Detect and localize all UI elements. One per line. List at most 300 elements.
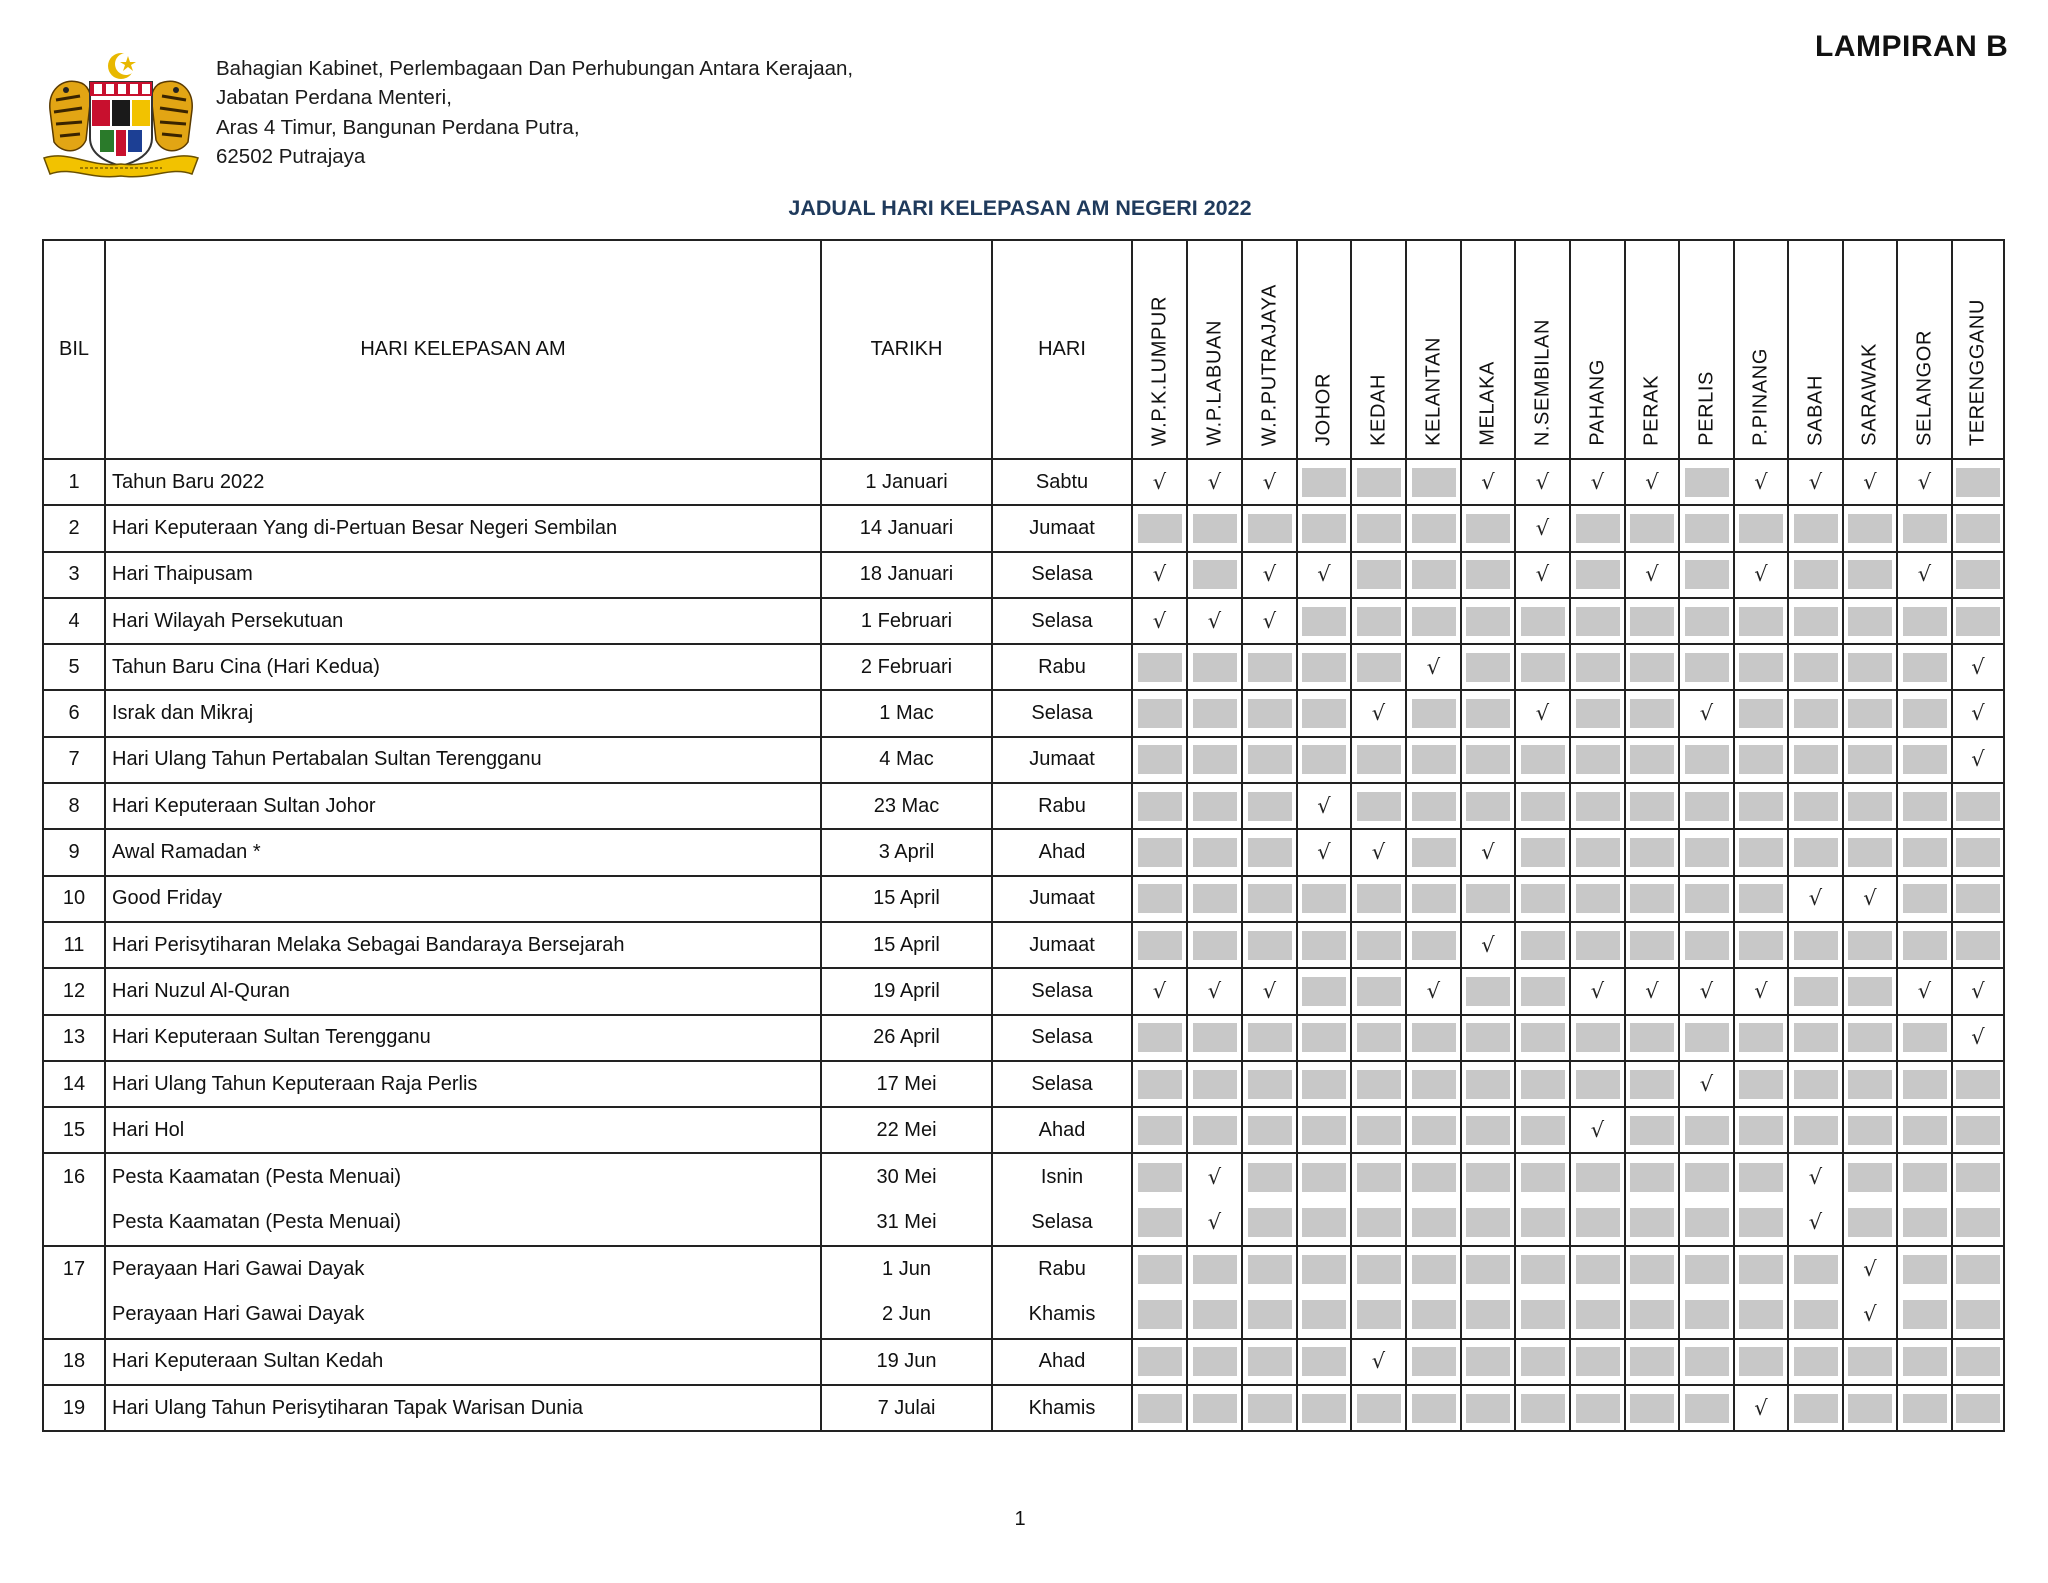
not-applicable-shade — [1630, 1163, 1674, 1192]
state-cell — [1515, 1339, 1570, 1385]
not-applicable-shade — [1576, 1255, 1620, 1284]
not-applicable-shade — [1739, 792, 1783, 821]
not-applicable-shade — [1521, 792, 1565, 821]
not-applicable-shade — [1903, 1163, 1947, 1192]
holiday-day: Selasa — [992, 968, 1132, 1014]
not-applicable-shade — [1630, 792, 1674, 821]
not-applicable-shade — [1521, 838, 1565, 867]
state-cell — [1242, 1061, 1297, 1107]
state-cell — [1132, 968, 1187, 1014]
state-cell — [1788, 1246, 1843, 1292]
row-bil: 1 — [43, 459, 105, 505]
state-cell — [1351, 783, 1406, 829]
state-cell — [1897, 1385, 1952, 1431]
not-applicable-shade — [1248, 931, 1292, 960]
state-cell — [1570, 737, 1625, 783]
table-row — [43, 1292, 2004, 1338]
state-cell — [1187, 968, 1242, 1014]
not-applicable-shade — [1302, 514, 1346, 543]
page-number: 1 — [1014, 1508, 1026, 1530]
not-applicable-shade — [1576, 699, 1620, 728]
state-cell — [1406, 552, 1461, 598]
state-cell — [1406, 690, 1461, 736]
state-cell — [1515, 505, 1570, 551]
state-cell — [1242, 968, 1297, 1014]
not-applicable-shade — [1794, 1394, 1838, 1423]
not-applicable-shade — [1412, 1163, 1456, 1192]
state-cell — [1406, 1153, 1461, 1199]
state-cell — [1461, 552, 1515, 598]
not-applicable-shade — [1739, 1116, 1783, 1145]
not-applicable-shade — [1248, 884, 1292, 913]
state-cell — [1242, 737, 1297, 783]
address-line: Bahagian Kabinet, Perlembagaan Dan Perhubungan Antara Kerajaan, — [216, 57, 854, 80]
holiday-name: Hari Nuzul Al-Quran — [105, 968, 821, 1014]
state-cell — [1625, 598, 1679, 644]
not-applicable-shade — [1521, 1255, 1565, 1284]
check-mark-icon: √ — [1262, 469, 1277, 494]
not-applicable-shade — [1412, 607, 1456, 636]
state-cell — [1897, 598, 1952, 644]
not-applicable-shade — [1357, 792, 1401, 821]
state-cell — [1734, 968, 1788, 1014]
row-bil: 9 — [43, 829, 105, 875]
not-applicable-shade — [1138, 1394, 1182, 1423]
not-applicable-shade — [1412, 931, 1456, 960]
not-applicable-shade — [1138, 514, 1182, 543]
column-header-name: HARI KELEPASAN AM — [105, 240, 821, 459]
not-applicable-shade — [1357, 1023, 1401, 1052]
not-applicable-shade — [1630, 1394, 1674, 1423]
state-cell — [1515, 1385, 1570, 1431]
not-applicable-shade — [1193, 1023, 1237, 1052]
state-cell — [1297, 459, 1351, 505]
table-row — [43, 968, 2004, 1014]
not-applicable-shade — [1739, 838, 1783, 867]
not-applicable-shade — [1848, 792, 1892, 821]
not-applicable-shade — [1848, 514, 1892, 543]
not-applicable-shade — [1193, 838, 1237, 867]
not-applicable-shade — [1903, 1394, 1947, 1423]
coat-of-arms-logo — [40, 50, 202, 180]
not-applicable-shade — [1412, 1300, 1456, 1329]
state-cell — [1679, 1061, 1734, 1107]
not-applicable-shade — [1466, 1023, 1510, 1052]
not-applicable-shade — [1248, 653, 1292, 682]
state-cell — [1952, 598, 2004, 644]
not-applicable-shade — [1956, 1163, 2000, 1192]
state-cell — [1515, 1107, 1570, 1153]
state-cell — [1132, 1339, 1187, 1385]
not-applicable-shade — [1138, 1255, 1182, 1284]
state-cell — [1679, 459, 1734, 505]
not-applicable-shade — [1466, 1116, 1510, 1145]
state-cell — [1187, 1200, 1242, 1246]
state-cell — [1187, 1061, 1242, 1107]
holiday-name: Pesta Kaamatan (Pesta Menuai) — [105, 1200, 821, 1246]
not-applicable-shade — [1903, 931, 1947, 960]
row-bil: 14 — [43, 1061, 105, 1107]
state-cell — [1625, 1153, 1679, 1199]
not-applicable-shade — [1576, 1347, 1620, 1376]
state-cell — [1952, 1015, 2004, 1061]
not-applicable-shade — [1302, 931, 1346, 960]
not-applicable-shade — [1466, 560, 1510, 589]
state-cell — [1897, 1061, 1952, 1107]
state-cell — [1897, 459, 1952, 505]
holiday-date: 4 Mac — [821, 737, 992, 783]
holiday-date: 23 Mac — [821, 783, 992, 829]
state-cell — [1570, 922, 1625, 968]
state-cell — [1843, 876, 1897, 922]
not-applicable-shade — [1412, 745, 1456, 774]
not-applicable-shade — [1685, 607, 1729, 636]
check-mark-icon: √ — [1152, 469, 1167, 494]
not-applicable-shade — [1193, 1300, 1237, 1329]
holiday-date: 1 Jun — [821, 1246, 992, 1292]
table-row — [43, 1200, 2004, 1246]
state-cell — [1297, 1107, 1351, 1153]
check-mark-icon: √ — [1317, 840, 1331, 865]
column-header-state — [1788, 240, 1843, 459]
holiday-date: 17 Mei — [821, 1061, 992, 1107]
state-cell — [1843, 552, 1897, 598]
check-mark-icon: √ — [1971, 747, 1985, 772]
check-mark-icon: √ — [1207, 978, 1222, 1003]
state-cell — [1297, 968, 1351, 1014]
holiday-name: Perayaan Hari Gawai Dayak — [105, 1246, 821, 1292]
check-mark-icon: √ — [1645, 978, 1659, 1003]
not-applicable-shade — [1412, 1070, 1456, 1099]
row-bil: 15 — [43, 1107, 105, 1153]
check-mark-icon: √ — [1426, 654, 1441, 679]
state-label: N.SEMBILAN — [1531, 318, 1553, 446]
state-label: KEDAH — [1367, 374, 1389, 446]
not-applicable-shade — [1794, 838, 1838, 867]
check-mark-icon: √ — [1863, 886, 1877, 911]
not-applicable-shade — [1412, 699, 1456, 728]
state-cell — [1515, 1061, 1570, 1107]
check-mark-icon: √ — [1808, 469, 1823, 494]
not-applicable-shade — [1794, 699, 1838, 728]
not-applicable-shade — [1956, 1208, 2000, 1237]
column-header-state — [1734, 240, 1788, 459]
state-cell — [1679, 552, 1734, 598]
state-cell — [1788, 1292, 1843, 1338]
state-label: W.P.LABUAN — [1203, 320, 1225, 446]
row-bil: 2 — [43, 505, 105, 551]
state-cell — [1788, 1385, 1843, 1431]
table-row — [43, 1339, 2004, 1385]
not-applicable-shade — [1956, 607, 2000, 636]
not-applicable-shade — [1248, 1208, 1292, 1237]
not-applicable-shade — [1630, 1300, 1674, 1329]
holiday-name: Awal Ramadan * — [105, 829, 821, 875]
state-cell — [1351, 1015, 1406, 1061]
not-applicable-shade — [1357, 745, 1401, 774]
holiday-name: Hari Hol — [105, 1107, 821, 1153]
state-cell — [1461, 1292, 1515, 1338]
not-applicable-shade — [1739, 1255, 1783, 1284]
not-applicable-shade — [1848, 745, 1892, 774]
state-cell — [1897, 1107, 1952, 1153]
not-applicable-shade — [1138, 884, 1182, 913]
not-applicable-shade — [1248, 745, 1292, 774]
state-cell — [1515, 690, 1570, 736]
state-cell — [1461, 1200, 1515, 1246]
state-cell — [1351, 968, 1406, 1014]
check-mark-icon: √ — [1863, 1302, 1877, 1327]
state-cell — [1843, 1339, 1897, 1385]
not-applicable-shade — [1630, 1255, 1674, 1284]
state-cell — [1734, 1339, 1788, 1385]
row-bil: 13 — [43, 1015, 105, 1061]
state-cell — [1570, 1200, 1625, 1246]
row-bil — [43, 1200, 105, 1246]
state-cell — [1461, 968, 1515, 1014]
state-cell — [1187, 1292, 1242, 1338]
not-applicable-shade — [1521, 931, 1565, 960]
not-applicable-shade — [1138, 745, 1182, 774]
not-applicable-shade — [1357, 653, 1401, 682]
holiday-day: Selasa — [992, 1015, 1132, 1061]
not-applicable-shade — [1138, 1300, 1182, 1329]
not-applicable-shade — [1302, 1347, 1346, 1376]
row-bil: 7 — [43, 737, 105, 783]
state-cell — [1515, 922, 1570, 968]
state-cell — [1132, 552, 1187, 598]
state-cell — [1952, 737, 2004, 783]
state-cell — [1187, 690, 1242, 736]
holiday-day: Rabu — [992, 1246, 1132, 1292]
not-applicable-shade — [1794, 977, 1838, 1006]
not-applicable-shade — [1794, 1300, 1838, 1329]
state-cell — [1132, 1015, 1187, 1061]
row-bil: 8 — [43, 783, 105, 829]
state-cell — [1570, 1107, 1625, 1153]
not-applicable-shade — [1466, 1255, 1510, 1284]
state-label: PERAK — [1640, 375, 1663, 446]
not-applicable-shade — [1903, 838, 1947, 867]
state-cell — [1952, 505, 2004, 551]
not-applicable-shade — [1903, 745, 1947, 774]
holiday-date: 19 Jun — [821, 1339, 992, 1385]
not-applicable-shade — [1193, 1116, 1237, 1145]
not-applicable-shade — [1466, 884, 1510, 913]
state-cell — [1406, 1246, 1461, 1292]
state-cell — [1570, 1339, 1625, 1385]
check-mark-icon: √ — [1590, 1117, 1605, 1142]
state-cell — [1897, 644, 1952, 690]
check-mark-icon: √ — [1971, 701, 1985, 726]
check-mark-icon: √ — [1699, 978, 1714, 1003]
state-cell — [1679, 829, 1734, 875]
state-cell — [1734, 783, 1788, 829]
table-row — [43, 644, 2004, 690]
not-applicable-shade — [1193, 792, 1237, 821]
not-applicable-shade — [1956, 1255, 2000, 1284]
column-header-state — [1515, 240, 1570, 459]
state-label: JOHOR — [1312, 373, 1335, 446]
column-header-state — [1132, 240, 1187, 459]
state-cell — [1242, 922, 1297, 968]
check-mark-icon: √ — [1317, 562, 1331, 587]
not-applicable-shade — [1521, 745, 1565, 774]
not-applicable-shade — [1576, 1394, 1620, 1423]
check-mark-icon: √ — [1535, 701, 1550, 726]
not-applicable-shade — [1576, 1163, 1620, 1192]
check-mark-icon: √ — [1590, 469, 1605, 494]
not-applicable-shade — [1848, 1070, 1892, 1099]
not-applicable-shade — [1412, 792, 1456, 821]
state-cell — [1788, 1339, 1843, 1385]
not-applicable-shade — [1466, 792, 1510, 821]
state-cell — [1132, 1107, 1187, 1153]
row-bil — [43, 1292, 105, 1338]
state-cell — [1461, 1153, 1515, 1199]
state-cell — [1788, 1153, 1843, 1199]
state-cell — [1679, 1339, 1734, 1385]
not-applicable-shade — [1193, 745, 1237, 774]
state-cell — [1132, 1200, 1187, 1246]
check-mark-icon: √ — [1590, 978, 1605, 1003]
holiday-name: Pesta Kaamatan (Pesta Menuai) — [105, 1153, 821, 1199]
not-applicable-shade — [1248, 1300, 1292, 1329]
holiday-date: 7 Julai — [821, 1385, 992, 1431]
not-applicable-shade — [1466, 977, 1510, 1006]
state-cell — [1843, 1153, 1897, 1199]
state-cell — [1734, 1246, 1788, 1292]
not-applicable-shade — [1739, 1347, 1783, 1376]
check-mark-icon: √ — [1317, 793, 1331, 818]
state-cell — [1625, 552, 1679, 598]
not-applicable-shade — [1848, 931, 1892, 960]
state-cell — [1297, 1292, 1351, 1338]
state-cell — [1406, 876, 1461, 922]
table-row — [43, 922, 2004, 968]
not-applicable-shade — [1193, 884, 1237, 913]
not-applicable-shade — [1302, 884, 1346, 913]
not-applicable-shade — [1630, 514, 1674, 543]
not-applicable-shade — [1630, 884, 1674, 913]
state-cell — [1132, 1153, 1187, 1199]
state-cell — [1570, 968, 1625, 1014]
state-cell — [1570, 598, 1625, 644]
not-applicable-shade — [1412, 1255, 1456, 1284]
not-applicable-shade — [1193, 514, 1237, 543]
state-cell — [1406, 968, 1461, 1014]
state-cell — [1297, 1061, 1351, 1107]
not-applicable-shade — [1739, 1300, 1783, 1329]
not-applicable-shade — [1302, 1300, 1346, 1329]
check-mark-icon: √ — [1426, 978, 1441, 1003]
state-cell — [1242, 783, 1297, 829]
state-cell — [1187, 505, 1242, 551]
holiday-name: Israk dan Mikraj — [105, 690, 821, 736]
state-cell — [1132, 505, 1187, 551]
state-cell — [1788, 459, 1843, 505]
state-cell — [1570, 1385, 1625, 1431]
state-cell — [1952, 1292, 2004, 1338]
table-body — [43, 459, 2004, 1431]
not-applicable-shade — [1576, 745, 1620, 774]
state-cell — [1570, 690, 1625, 736]
address-line: Jabatan Perdana Menteri, — [216, 86, 452, 110]
not-applicable-shade — [1956, 931, 2000, 960]
not-applicable-shade — [1576, 607, 1620, 636]
not-applicable-shade — [1630, 1208, 1674, 1237]
not-applicable-shade — [1630, 699, 1674, 728]
state-cell — [1897, 552, 1952, 598]
state-cell — [1187, 552, 1242, 598]
appendix-label: LAMPIRAN B — [1815, 30, 2009, 63]
not-applicable-shade — [1357, 468, 1401, 497]
holiday-name: Good Friday — [105, 876, 821, 922]
state-cell — [1242, 1339, 1297, 1385]
not-applicable-shade — [1903, 884, 1947, 913]
holiday-day: Ahad — [992, 829, 1132, 875]
state-cell — [1897, 737, 1952, 783]
state-cell — [1952, 552, 2004, 598]
state-cell — [1734, 552, 1788, 598]
state-cell — [1515, 552, 1570, 598]
not-applicable-shade — [1357, 607, 1401, 636]
state-cell — [1187, 459, 1242, 505]
state-cell — [1461, 644, 1515, 690]
holiday-name: Hari Wilayah Persekutuan — [105, 598, 821, 644]
holiday-name: Hari Keputeraan Sultan Terengganu — [105, 1015, 821, 1061]
row-bil: 16 — [43, 1153, 105, 1199]
not-applicable-shade — [1466, 514, 1510, 543]
not-applicable-shade — [1903, 514, 1947, 543]
state-cell — [1461, 783, 1515, 829]
not-applicable-shade — [1521, 1394, 1565, 1423]
not-applicable-shade — [1193, 653, 1237, 682]
holiday-day: Jumaat — [992, 505, 1132, 551]
holiday-name: Tahun Baru Cina (Hari Kedua) — [105, 644, 821, 690]
state-cell — [1625, 1061, 1679, 1107]
not-applicable-shade — [1357, 1163, 1401, 1192]
state-cell — [1952, 783, 2004, 829]
column-header-state — [1625, 240, 1679, 459]
state-cell — [1406, 1385, 1461, 1431]
not-applicable-shade — [1630, 838, 1674, 867]
state-cell — [1570, 644, 1625, 690]
holiday-day: Jumaat — [992, 737, 1132, 783]
not-applicable-shade — [1248, 1255, 1292, 1284]
state-cell — [1406, 1015, 1461, 1061]
column-header-state — [1679, 240, 1734, 459]
row-bil: 12 — [43, 968, 105, 1014]
not-applicable-shade — [1193, 931, 1237, 960]
column-header-state — [1187, 240, 1242, 459]
state-cell — [1406, 598, 1461, 644]
state-cell — [1734, 922, 1788, 968]
not-applicable-shade — [1848, 838, 1892, 867]
not-applicable-shade — [1576, 560, 1620, 589]
not-applicable-shade — [1466, 1208, 1510, 1237]
not-applicable-shade — [1248, 1163, 1292, 1192]
not-applicable-shade — [1357, 884, 1401, 913]
table-row — [43, 552, 2004, 598]
not-applicable-shade — [1903, 1300, 1947, 1329]
column-header-state — [1952, 240, 2004, 459]
holiday-name: Hari Ulang Tahun Keputeraan Raja Perlis — [105, 1061, 821, 1107]
state-cell — [1297, 876, 1351, 922]
holiday-date: 2 Jun — [821, 1292, 992, 1338]
not-applicable-shade — [1576, 653, 1620, 682]
state-cell — [1843, 1107, 1897, 1153]
